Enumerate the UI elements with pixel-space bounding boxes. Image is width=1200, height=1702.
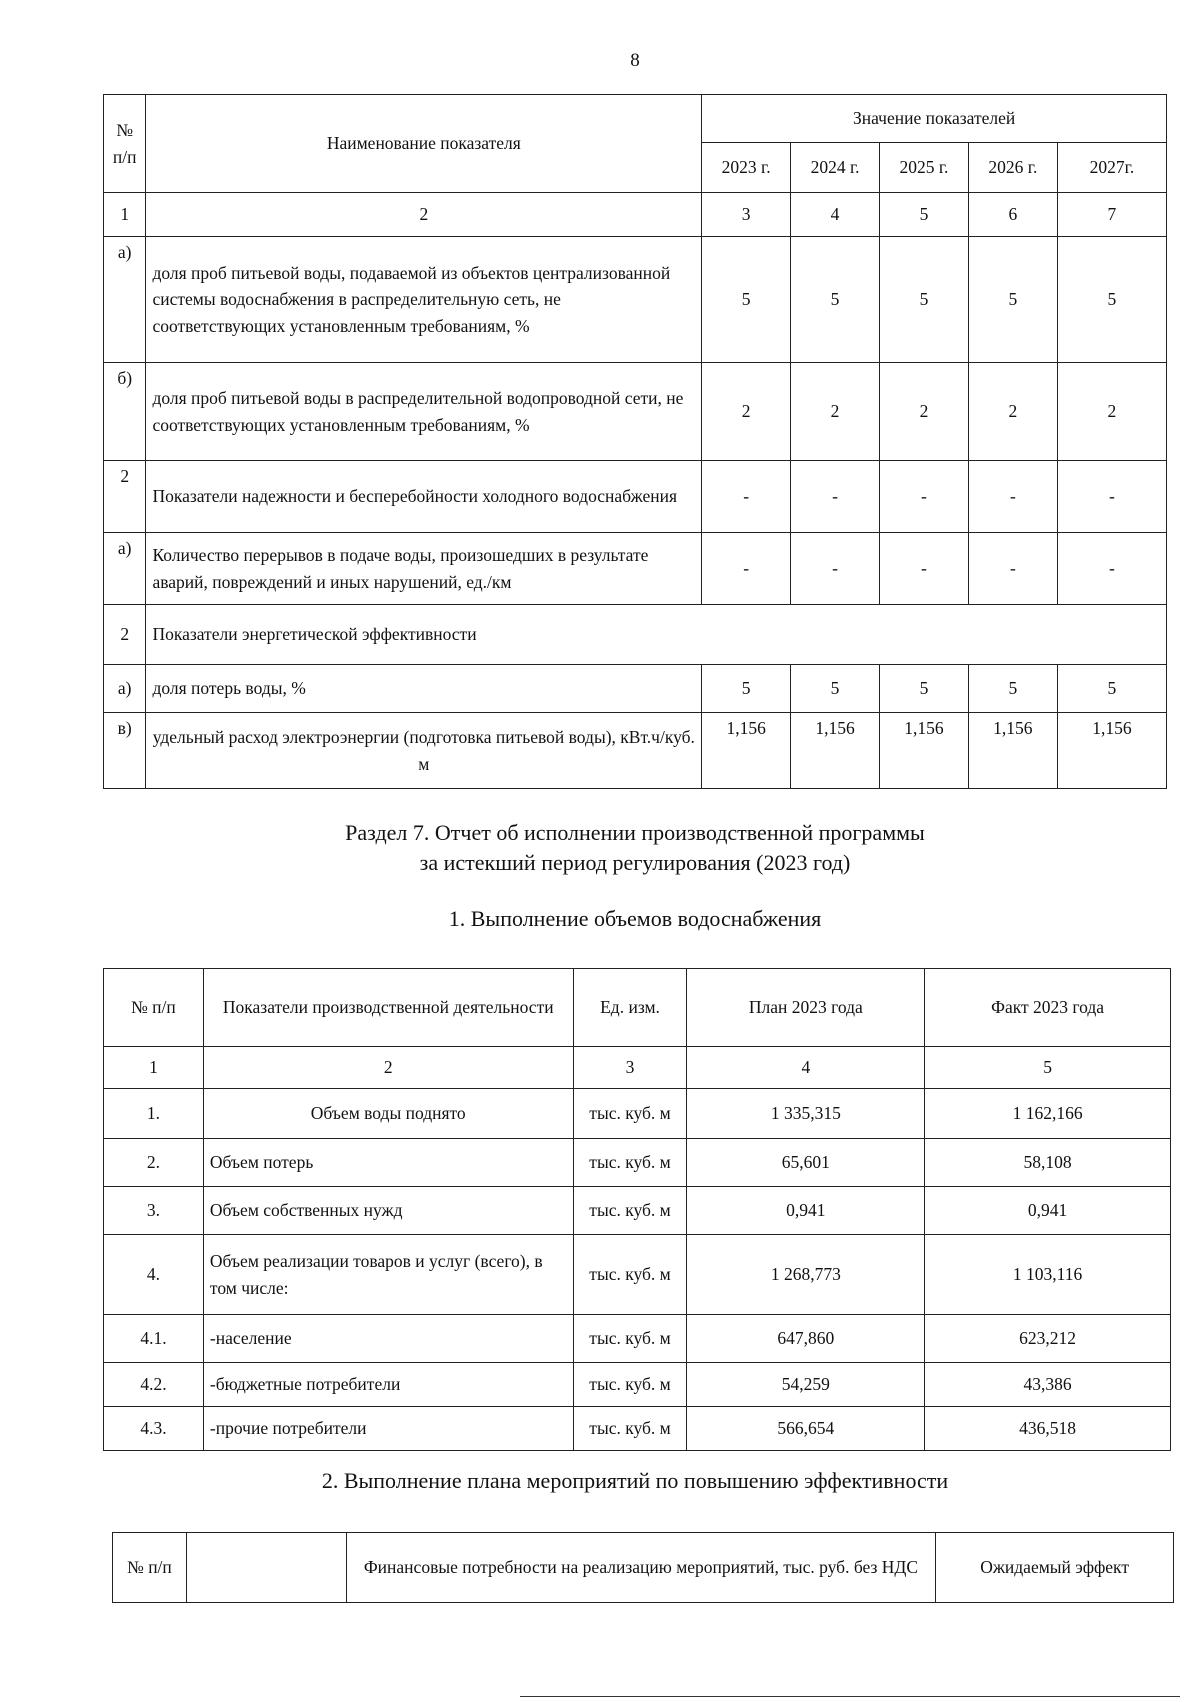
row-unit: тыс. куб. м: [573, 1407, 687, 1451]
index-cell: 6: [968, 193, 1057, 237]
row-unit: тыс. куб. м: [573, 1089, 687, 1139]
index-cell: 2: [203, 1047, 573, 1089]
row-value: -: [880, 461, 969, 533]
page-number: 8: [630, 50, 640, 71]
index-cell: 3: [702, 193, 791, 237]
row-value: -: [791, 533, 880, 605]
row-unit: тыс. куб. м: [573, 1315, 687, 1363]
index-cell: 7: [1057, 193, 1166, 237]
year-header: 2025 г.: [880, 143, 969, 193]
row-name: -прочие потребители: [203, 1407, 573, 1451]
row-num: 3.: [104, 1187, 204, 1235]
row-fact: 43,386: [925, 1363, 1171, 1407]
row-name: доля проб питьевой воды в распределительной водопроводной сети, не соответствующих установленным требованиям, %: [146, 363, 702, 461]
row-plan: 647,860: [687, 1315, 925, 1363]
row-name: Показатели надежности и бесперебойности холодного водоснабжения: [146, 461, 702, 533]
row-plan: 0,941: [687, 1187, 925, 1235]
row-value: 1,156: [880, 713, 969, 789]
row-value: 5: [791, 237, 880, 363]
row-name: доля потерь воды, %: [146, 665, 702, 713]
row-plan: 65,601: [687, 1139, 925, 1187]
row-fact: 1 103,116: [925, 1235, 1171, 1315]
row-num: а): [104, 665, 146, 713]
row-num: 4.2.: [104, 1363, 204, 1407]
col-header: Ожидаемый эффект: [936, 1533, 1174, 1603]
row-value: -: [702, 533, 791, 605]
row-value: -: [968, 533, 1057, 605]
year-header: 2024 г.: [791, 143, 880, 193]
num-label-line2: п/п: [112, 146, 137, 167]
row-value: -: [1057, 461, 1166, 533]
row-value: 1,156: [1057, 713, 1166, 789]
row-value: 5: [880, 237, 969, 363]
col-header: Финансовые потребности на реализацию мероприятий, тыс. руб. без НДС: [346, 1533, 935, 1603]
bottom-rule: [520, 1696, 1180, 1697]
row-value: 2: [880, 363, 969, 461]
row-plan: 54,259: [687, 1363, 925, 1407]
row-name: Объем потерь: [203, 1139, 573, 1187]
year-header: 2023 г.: [702, 143, 791, 193]
row-name: Объем собственных нужд: [203, 1187, 573, 1235]
row-value: -: [1057, 533, 1166, 605]
num-label-line1: №: [116, 120, 134, 141]
year-header: 2026 г.: [968, 143, 1057, 193]
table-row: [104, 1187, 1171, 1235]
row-num: 2: [104, 605, 146, 665]
row-num: 1.: [104, 1089, 204, 1139]
row-fact: 58,108: [925, 1139, 1171, 1187]
table-row: [104, 237, 1167, 363]
table-row: [104, 1407, 1171, 1451]
row-plan: 1 335,315: [687, 1089, 925, 1139]
row-fact: 623,212: [925, 1315, 1171, 1363]
water-volumes-table: [103, 968, 1171, 1451]
subsection-title-1: 1. Выполнение объемов водоснабжения: [448, 906, 822, 931]
row-value: -: [880, 533, 969, 605]
row-num: 4.: [104, 1235, 204, 1315]
row-value: 2: [968, 363, 1057, 461]
row-value: 5: [702, 665, 791, 713]
row-unit: тыс. куб. м: [573, 1235, 687, 1315]
col-header: № п/п: [104, 969, 204, 1047]
row-name: Объем воды поднято: [203, 1089, 573, 1139]
section-title-line1: Раздел 7. Отчет об исполнении производственной программы: [345, 820, 925, 845]
subsection-title-2: 2. Выполнение плана мероприятий по повышению эффективности: [321, 1468, 949, 1493]
row-value: 1,156: [791, 713, 880, 789]
col-name-header: Наименование показателя: [146, 95, 702, 193]
row-value: 5: [880, 665, 969, 713]
table-row: [104, 605, 1167, 665]
row-value: 5: [968, 665, 1057, 713]
section-title-line2: за истекший период регулирования (2023 год): [419, 849, 851, 875]
row-num: 4.1.: [104, 1315, 204, 1363]
row-name: удельный расход электроэнергии (подготовка питьевой воды), кВт.ч/куб. м: [146, 713, 702, 789]
table-row: [104, 363, 1167, 461]
row-name: Объем реализации товаров и услуг (всего), в том числе:: [203, 1235, 573, 1315]
col-header: Факт 2023 года: [925, 969, 1171, 1047]
row-fact: 436,518: [925, 1407, 1171, 1451]
values-group-header: Значение показателей: [702, 95, 1167, 143]
row-value: -: [702, 461, 791, 533]
table-row: [104, 1315, 1171, 1363]
table-row: [104, 1235, 1171, 1315]
col-header: [186, 1533, 346, 1603]
row-num: 2: [104, 461, 146, 533]
row-unit: тыс. куб. м: [573, 1187, 687, 1235]
index-cell: 4: [687, 1047, 925, 1089]
row-num: а): [104, 533, 146, 605]
row-value: 2: [1057, 363, 1166, 461]
row-value: 5: [1057, 237, 1166, 363]
index-cell: 4: [791, 193, 880, 237]
col-num-header: [104, 95, 146, 193]
row-value: 1,156: [702, 713, 791, 789]
row-value: 5: [1057, 665, 1166, 713]
col-header: Ед. изм.: [573, 969, 687, 1047]
table-row: [104, 1139, 1171, 1187]
row-unit: тыс. куб. м: [573, 1363, 687, 1407]
row-fact: 0,941: [925, 1187, 1171, 1235]
row-value: 1,156: [968, 713, 1057, 789]
row-num: б): [104, 363, 146, 461]
row-unit: тыс. куб. м: [573, 1139, 687, 1187]
row-value: 5: [968, 237, 1057, 363]
row-value: 5: [702, 237, 791, 363]
row-fact: 1 162,166: [925, 1089, 1171, 1139]
table-row: [104, 533, 1167, 605]
row-name: Количество перерывов в подаче воды, произошедших в результате аварий, повреждений и иных нарушений, ед./км: [146, 533, 702, 605]
index-cell: 1: [104, 1047, 204, 1089]
row-value: 2: [791, 363, 880, 461]
index-cell: 2: [146, 193, 702, 237]
table-row: [104, 461, 1167, 533]
index-row: [104, 1047, 1171, 1089]
col-header: Показатели производственной деятельности: [203, 969, 573, 1047]
row-num: 4.3.: [104, 1407, 204, 1451]
col-header: № п/п: [113, 1533, 187, 1603]
row-name: -население: [203, 1315, 573, 1363]
table-row: [104, 665, 1167, 713]
row-name: Показатели энергетической эффективности: [146, 605, 1167, 665]
index-cell: 1: [104, 193, 146, 237]
index-row: [104, 193, 1167, 237]
row-name: доля проб питьевой воды, подаваемой из объектов централизованной системы водоснабжения в распределительную сеть, не соответствующих установленным требованиям, %: [146, 237, 702, 363]
row-plan: 1 268,773: [687, 1235, 925, 1315]
indicators-table: [103, 94, 1167, 789]
section-title: [0, 818, 1200, 877]
row-value: 2: [702, 363, 791, 461]
row-name: -бюджетные потребители: [203, 1363, 573, 1407]
row-num: 2.: [104, 1139, 204, 1187]
index-cell: 5: [925, 1047, 1171, 1089]
efficiency-measures-table: [112, 1532, 1174, 1603]
table-row: [104, 713, 1167, 789]
row-value: 5: [791, 665, 880, 713]
table-row: [104, 1089, 1171, 1139]
row-num: в): [104, 713, 146, 789]
row-value: -: [791, 461, 880, 533]
index-cell: 3: [573, 1047, 687, 1089]
index-cell: 5: [880, 193, 969, 237]
row-plan: 566,654: [687, 1407, 925, 1451]
row-num: а): [104, 237, 146, 363]
row-value: -: [968, 461, 1057, 533]
col-header: План 2023 года: [687, 969, 925, 1047]
year-header: 2027г.: [1057, 143, 1166, 193]
table-row: [104, 1363, 1171, 1407]
